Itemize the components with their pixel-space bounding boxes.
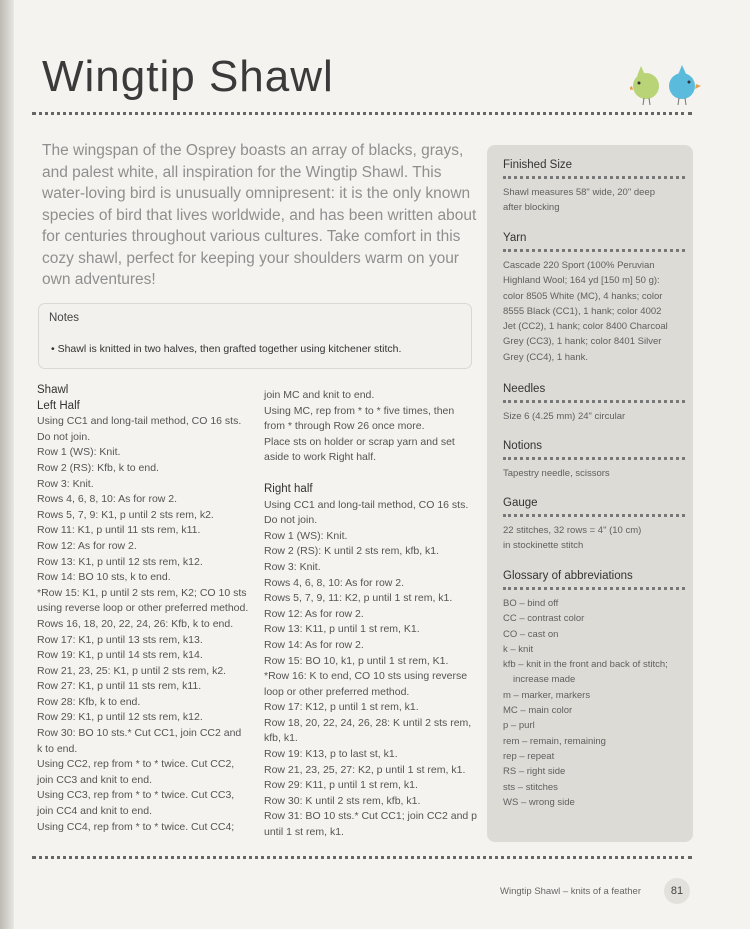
left-half-line: k to end. xyxy=(37,742,78,755)
left-half-line: Row 14: BO 10 sts, k to end. xyxy=(37,571,171,584)
glossary-item: sts – stitches xyxy=(503,781,558,793)
intro-paragraph: The wingspan of the Osprey boasts an array of blacks, grays, and palest white, all inspiration for the Wingtip Shawl. This water-loving bird is unusually omnipresent: it is the only known species of bird that lives worldwide, and has been written about for centuries throughout various cultures. Take comfort in this cozy shawl, perfect for keeping your shoulders warm on your own adventures! xyxy=(42,142,477,288)
left-half-line: Using CC4, rep from * to * twice. Cut CC4; xyxy=(37,820,235,833)
glossary-item: rem – remain, remaining xyxy=(503,735,606,747)
right-half-line: *Row 16: K to end, CO 10 sts using reverse xyxy=(264,670,468,683)
left-half-line: Rows 4, 6, 8, 10: As for row 2. xyxy=(37,493,178,506)
gauge-section xyxy=(503,497,685,554)
left-half-heading: Left Half xyxy=(37,399,80,412)
right-half-line: until 1 st rem, k1. xyxy=(264,826,344,839)
gauge-line: 22 stitches, 32 rows = 4" (10 cm) xyxy=(503,525,642,536)
section-divider xyxy=(503,587,685,590)
left-half-line: Row 11: K1, p until 11 sts rem, k11. xyxy=(37,524,201,537)
notes-item-text: Shawl is knitted in two halves, then grafted together using kitchener stitch. xyxy=(57,343,402,355)
left-half-line: join CC4 and knit to end. xyxy=(37,805,152,818)
left-half-line: Row 19: K1, p until 14 sts rem, k14. xyxy=(37,649,203,662)
right-half-line: Row 19: K13, p to last st, k1. xyxy=(264,748,398,761)
section-divider xyxy=(503,249,685,252)
right-half-line: Row 15: BO 10, k1, p until 1 st rem, K1. xyxy=(264,654,449,667)
running-footer: Wingtip Shawl – knits of a feather xyxy=(500,886,641,897)
left-half-line: Using CC3, rep from * to * twice. Cut CC3, xyxy=(37,789,235,802)
finished-size-heading: Finished Size xyxy=(503,159,573,171)
left-half-line: Row 3: Knit. xyxy=(37,477,94,490)
yarn-line: Cascade 220 Sport (100% Peruvian xyxy=(503,260,655,271)
left-half-continued-line: Using MC, rep from * to * five times, then xyxy=(264,404,455,417)
right-half-line: Row 12: As for row 2. xyxy=(264,607,364,620)
glossary-item: RS – right side xyxy=(503,766,566,778)
glossary-item: CC – contrast color xyxy=(503,613,585,625)
left-half-line: Rows 16, 18, 20, 22, 24, 26: Kfb, k to end. xyxy=(37,617,234,630)
left-half-line: Row 12: As for row 2. xyxy=(37,539,137,552)
glossary-heading: Glossary of abbreviations xyxy=(503,570,633,582)
right-half-line: Row 29: K11, p until 1 st rem, k1. xyxy=(264,779,418,792)
notions-line: Tapestry needle, scissors xyxy=(503,468,610,479)
left-half-line: Row 13: K1, p until 12 sts rem, k12. xyxy=(37,555,203,568)
needles-heading: Needles xyxy=(503,383,546,395)
left-half-column xyxy=(37,383,257,835)
right-half-line: Using CC1 and long-tail method, CO 16 sts. xyxy=(264,498,469,511)
glossary-item: increase made xyxy=(513,674,576,686)
right-half-line: Row 18, 20, 22, 24, 26, 28: K until 2 sts rem, xyxy=(264,716,472,729)
glossary-section xyxy=(503,570,685,810)
left-half-line: join CC3 and knit to end. xyxy=(37,773,152,786)
left-half-line: Row 28: Kfb, k to end. xyxy=(37,695,141,708)
left-half-line: *Row 15: K1, p until 2 sts rem, K2; CO 10 sts xyxy=(37,586,247,599)
yarn-line: Highland Wool; 164 yd [150 m] 50 g): xyxy=(503,275,660,287)
glossary-item: p – purl xyxy=(503,720,535,732)
footer-divider xyxy=(32,856,692,859)
yarn-line: 8555 Black (CC1), 1 hank; color 4002 xyxy=(503,305,662,317)
left-half-line: Row 2 (RS): Kfb, k to end. xyxy=(37,461,159,474)
right-half-line: Row 14: As for row 2. xyxy=(264,638,364,651)
left-half-line: Row 30: BO 10 sts.* Cut CC1, join CC2 and xyxy=(37,727,242,740)
glossary-item: kfb – knit in the front and back of stitch; xyxy=(503,659,668,671)
page-binding-shadow xyxy=(0,0,14,929)
notes-item: • Shawl is knitted in two halves, then grafted together using kitchener stitch. xyxy=(51,343,402,355)
right-half-line: Row 13: K11, p until 1 st rem, K1. xyxy=(264,623,420,636)
left-half-line: Row 29: K1, p until 12 sts rem, k12. xyxy=(37,711,203,724)
right-half-line: Row 2 (RS): K until 2 sts rem, kfb, k1. xyxy=(264,545,440,558)
right-half-line: Row 31: BO 10 sts.* Cut CC1; join CC2 and p xyxy=(264,810,478,823)
section-divider xyxy=(503,514,685,517)
left-half-line: Row 1 (WS): Knit. xyxy=(37,446,121,459)
left-half-line: Row 21, 23, 25: K1, p until 2 sts rem, k2. xyxy=(37,664,227,677)
left-half-continued-line: from * through Row 26 once more. xyxy=(264,420,425,433)
left-half-line: Rows 5, 7, 9: K1, p until 2 sts rem, k2. xyxy=(37,508,214,521)
left-half-line: using reverse loop or other preferred method. xyxy=(37,602,249,615)
finished-size-line: Shawl measures 58" wide, 20" deep xyxy=(503,187,655,198)
glossary-item: m – marker, markers xyxy=(503,689,591,701)
section-divider xyxy=(503,457,685,460)
notes-title: Notes xyxy=(49,312,80,324)
notions-heading: Notions xyxy=(503,440,542,452)
shawl-heading: Shawl xyxy=(37,384,69,396)
blue-bird-icon xyxy=(669,65,701,105)
yarn-section xyxy=(503,232,685,365)
yarn-line: Grey (CC3), 1 hank; color 8401 Silver xyxy=(503,336,662,348)
left-half-line: Using CC2, rep from * to * twice. Cut CC2, xyxy=(37,758,235,771)
left-half-continued-line: join MC and knit to end. xyxy=(264,389,375,401)
right-half-line: Do not join. xyxy=(264,514,318,527)
right-half-line: Row 30: K until 2 sts rem, kfb, k1. xyxy=(264,794,421,807)
section-divider xyxy=(503,400,685,403)
glossary-item: CO – cast on xyxy=(503,628,559,640)
green-bird-icon xyxy=(630,66,659,105)
right-half-line: Row 17: K12, p until 1 st rem, k1. xyxy=(264,701,419,714)
glossary-item: WS – wrong side xyxy=(503,796,575,808)
right-half-line: Rows 4, 6, 8, 10: As for row 2. xyxy=(264,576,405,589)
title-divider xyxy=(32,112,692,115)
right-half-column xyxy=(264,388,482,841)
yarn-line: Jet (CC2), 1 hank; color 8400 Charcoal xyxy=(503,321,668,333)
glossary-item: rep – repeat xyxy=(503,750,555,762)
notes-box xyxy=(38,303,472,369)
birds-illustration xyxy=(630,64,702,108)
right-half-line: Row 1 (WS): Knit. xyxy=(264,529,348,542)
left-half-line: Do not join. xyxy=(37,430,91,443)
right-half-heading: Right half xyxy=(264,482,313,495)
right-half-line: kfb, k1. xyxy=(264,732,298,745)
right-half-line: Row 21, 23, 25, 27: K2, p until 1 st rem, k1. xyxy=(264,763,466,776)
yarn-heading: Yarn xyxy=(503,232,527,244)
glossary-item: MC – main color xyxy=(503,705,573,717)
gauge-line: in stockinette stitch xyxy=(503,540,584,552)
needles-line: Size 6 (4.25 mm) 24" circular xyxy=(503,411,626,422)
needles-section xyxy=(503,383,685,424)
section-divider xyxy=(503,176,685,179)
page-title: Wingtip Shawl xyxy=(42,52,334,101)
pattern-info-sidebar xyxy=(487,145,693,842)
right-half-line: Rows 5, 7, 9, 11: K2, p until 1 st rem, k1. xyxy=(264,592,453,605)
left-half-line: Row 17: K1, p until 13 sts rem, k13. xyxy=(37,633,203,646)
notions-section xyxy=(503,440,685,481)
page-number: 81 xyxy=(664,878,690,904)
finished-size-line: after blocking xyxy=(503,202,560,214)
right-half-line: loop or other preferred method. xyxy=(264,685,410,698)
yarn-line: Grey (CC4), 1 hank. xyxy=(503,351,588,363)
glossary-item: k – knit xyxy=(503,643,534,655)
glossary-item: BO – bind off xyxy=(503,598,559,609)
yarn-line: color 8505 White (MC), 4 hanks; color xyxy=(503,290,663,302)
left-half-line: Row 27: K1, p until 11 sts rem, k11. xyxy=(37,680,202,693)
left-half-continued-line: Place sts on holder or scrap yarn and set xyxy=(264,435,455,448)
right-half-line: Row 3: Knit. xyxy=(264,560,321,573)
left-half-continued-line: aside to work Right half. xyxy=(264,451,377,464)
finished-size-section xyxy=(503,159,685,216)
gauge-heading: Gauge xyxy=(503,497,538,509)
left-half-line: Using CC1 and long-tail method, CO 16 sts. xyxy=(37,415,242,428)
